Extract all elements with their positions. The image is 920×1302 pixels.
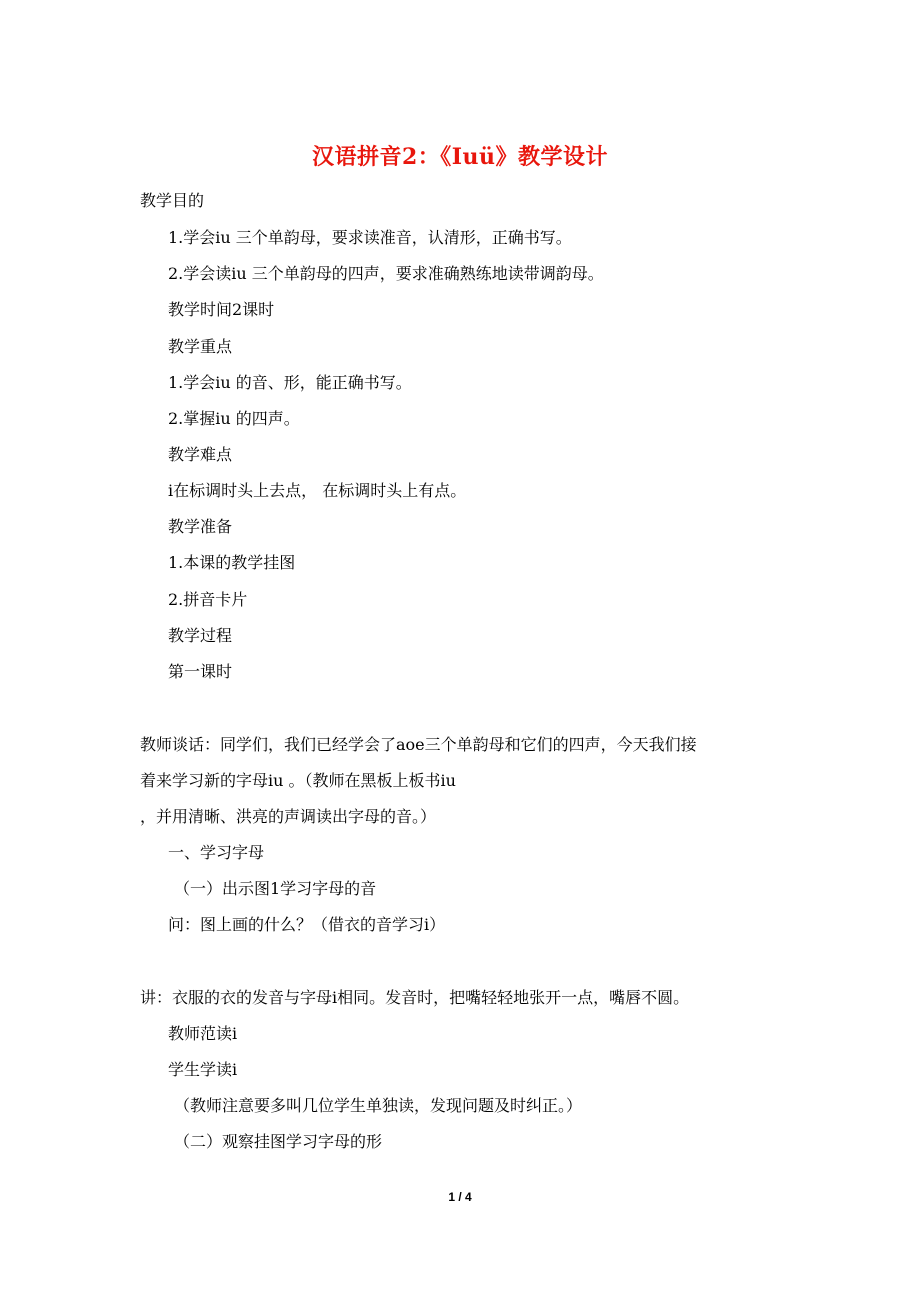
page-indicator: 1 / 4 (448, 1190, 472, 1204)
text-line: 1.学会iu 三个单韵母，要求读准音，认清形，正确书写。 (168, 228, 572, 247)
document-title: 汉语拼音2：《Iuü》教学设计 (311, 144, 609, 170)
text-line: 一、学习字母 (168, 843, 265, 862)
text-line: 问：图上画的什么？（借衣的音学习i） (168, 915, 446, 934)
text-line: 2.掌握iu 的四声。 (168, 409, 300, 428)
text-line: 教学难点 (168, 445, 233, 464)
text-line: 学生学读i (168, 1060, 238, 1079)
text-line: 第一课时 (168, 662, 233, 681)
text-line: ，并用清晰、洪亮的声调读出字母的音。） (140, 807, 437, 826)
text-line: 1.学会iu 的音、形，能正确书写。 (168, 373, 412, 392)
text-line: 着来学习新的字母iu 。（教师在黑板上板书iu (140, 771, 456, 790)
text-line: （一）出示图1学习字母的音 (174, 879, 377, 898)
text-line: 2.拼音卡片 (168, 590, 248, 609)
text-line: （二）观察挂图学习字母的形 (174, 1132, 383, 1151)
text-line: 讲：衣服的衣的发音与字母i相同。发音时，把嘴轻轻地张开一点，嘴唇不圆。 (140, 988, 690, 1007)
text-line: 教学准备 (168, 517, 233, 536)
text-line: 2.学会读iu 三个单韵母的四声，要求准确熟练地读带调韵母。 (168, 264, 604, 283)
text-line: 教学目的 (140, 191, 205, 210)
text-line: 教师范读i (168, 1024, 238, 1043)
text-line: 教学重点 (168, 337, 233, 356)
text-line: 教师谈话：同学们，我们已经学会了aoe三个单韵母和它们的四声，今天我们接 (140, 735, 697, 754)
text-line: 教学过程 (168, 626, 233, 645)
text-line: 1.本课的教学挂图 (168, 553, 296, 572)
text-line: （教师注意要多叫几位学生单独读，发现问题及时纠正。） (174, 1096, 583, 1115)
text-line: i在标调时头上去点， 在标调时头上有点。 (168, 481, 467, 500)
text-line: 教学时间2课时 (168, 300, 275, 319)
